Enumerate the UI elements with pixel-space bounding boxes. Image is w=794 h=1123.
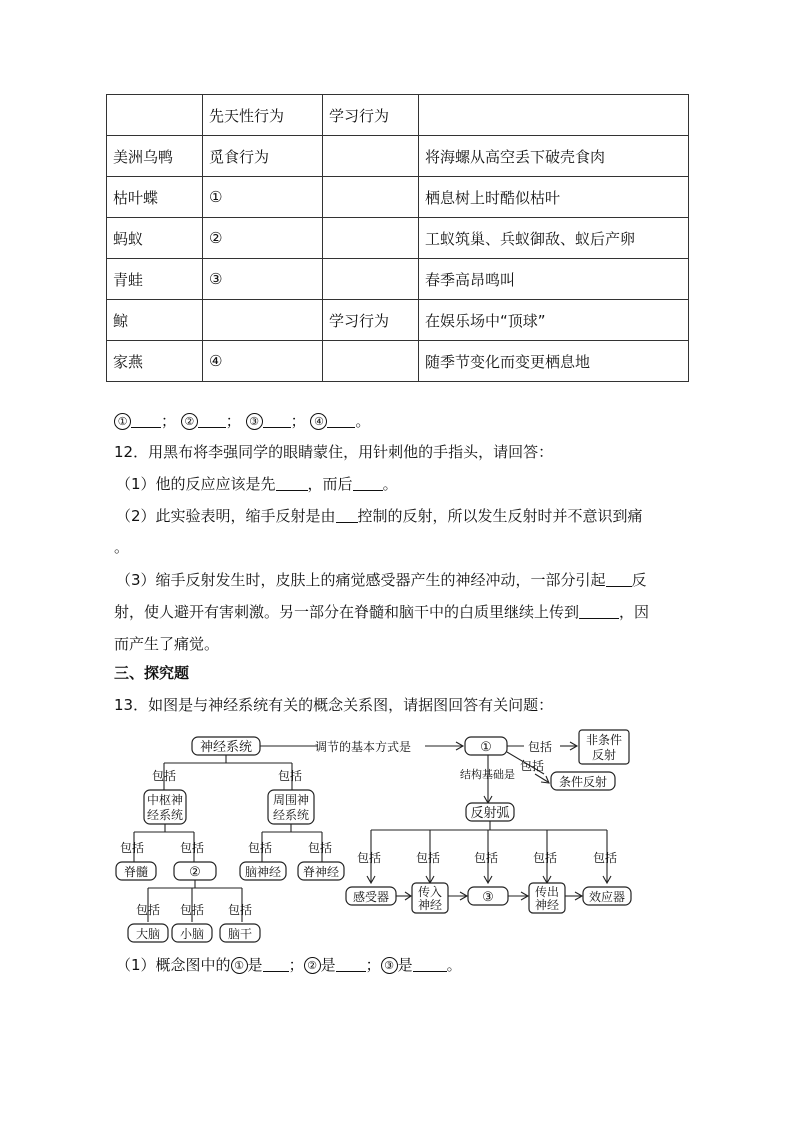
q13-blank-3[interactable] [413, 957, 447, 972]
table-cell [203, 300, 323, 341]
svg-text:包括: 包括 [474, 851, 499, 865]
svg-text:包括: 包括 [278, 769, 303, 783]
q12-part2-end: 。 [114, 538, 130, 556]
table-cell: 工蚁筑巢、兵蚁御敌、蚁后产卵 [419, 218, 689, 259]
table-cell: 家燕 [107, 341, 203, 382]
svg-text:包括: 包括 [152, 769, 177, 783]
label-structural-basis: 结构基础是 [460, 768, 515, 781]
table-cell: 先天性行为 [203, 95, 323, 136]
q12-part3-end: 而产生了痛觉。 [114, 635, 220, 653]
table-cell: 学习行为 [323, 300, 419, 341]
table-cell: 将海螺从高空丢下破壳食肉 [419, 136, 689, 177]
table-cell: ② [203, 218, 323, 259]
table-cell [107, 95, 203, 136]
q12-blank-5[interactable] [579, 604, 619, 619]
table-row [107, 259, 689, 300]
table-row [107, 300, 689, 341]
table-cell: 春季高昂鸣叫 [419, 259, 689, 300]
svg-text:反射: 反射 [591, 748, 617, 762]
table-row [107, 177, 689, 218]
table-header-row [107, 95, 689, 136]
svg-text:包括: 包括 [180, 903, 205, 917]
node-brainstem: 脑干 [227, 927, 253, 941]
node-spinal-cord: 脊髓 [123, 865, 149, 879]
table-cell: 在娱乐场中“顶球” [419, 300, 689, 341]
table-cell: 蚂蚁 [107, 218, 203, 259]
table-cell: ④ [203, 341, 323, 382]
q13-blank-1[interactable] [263, 957, 289, 972]
svg-text:包括: 包括 [248, 841, 273, 855]
answer-blank-1[interactable] [131, 413, 161, 428]
answer-blank-4[interactable] [327, 413, 355, 428]
q12-part3: （3）缩手反射发生时，皮肤上的痛觉感受器产生的神经冲动，一部分引起 反 [116, 571, 647, 589]
table-cell: 鲸 [107, 300, 203, 341]
node-cerebrum: 大脑 [135, 927, 161, 941]
table-cell: 美洲乌鸭 [107, 136, 203, 177]
svg-text:包括: 包括 [120, 841, 145, 855]
q12-blank-4[interactable] [606, 572, 632, 587]
svg-text:经系统: 经系统 [272, 808, 310, 822]
node-nervous-system: 神经系统 [199, 740, 253, 755]
label-basic-way: 调节的基本方式是 [315, 740, 412, 754]
q12-stem: 12．用黑布将李强同学的眼睛蒙住，用针刺他的手指头，请回答： [114, 443, 554, 461]
table-cell [323, 218, 419, 259]
q12-part1: （1）他的反应应该是先 ，而后 。 [116, 475, 398, 493]
q12-part2: （2）此实验表明，缩手反射是由 控制的反射，所以发生反射时并不意识到痛 [116, 507, 643, 525]
node-cranial-nerve: 脑神经 [244, 865, 282, 879]
svg-text:包括: 包括 [528, 740, 553, 754]
svg-text:包括: 包括 [136, 903, 161, 917]
svg-text:包括: 包括 [593, 851, 618, 865]
section-title: 三、探究题 [114, 664, 190, 682]
q13-part1: （1）概念图中的 ① 是 ； ② 是 ； ③ 是 。 [116, 956, 462, 974]
svg-text:包括: 包括 [520, 759, 545, 773]
q12-blank-3[interactable] [336, 508, 358, 523]
table-cell: 栖息树上时酷似枯叶 [419, 177, 689, 218]
concept-map [110, 728, 640, 946]
q13-blank-2[interactable] [336, 957, 366, 972]
answer-blank-2[interactable] [198, 413, 226, 428]
table-row [107, 218, 689, 259]
node-receptor: 感受器 [352, 890, 390, 904]
node-reflex-arc: 反射弧 [470, 806, 510, 821]
table-cell [323, 341, 419, 382]
node-peripheral-ns: 周围神 [272, 793, 310, 807]
svg-text:包括: 包括 [308, 841, 333, 855]
svg-text:包括: 包括 [180, 841, 205, 855]
q12-part3-cont: 射，使人避开有害刺激。另一部分在脊髓和脑干中的白质里继续上传到 ，因 [114, 603, 650, 621]
svg-text:包括: 包括 [228, 903, 253, 917]
q12-blank-1[interactable] [276, 476, 308, 491]
table-cell: 青蛙 [107, 259, 203, 300]
q12-blank-2[interactable] [353, 476, 383, 491]
node-central-ns: 中枢神 [146, 793, 184, 807]
svg-text:包括: 包括 [416, 851, 441, 865]
node-effector: 效应器 [588, 890, 626, 904]
node-unconditioned: 非条件 [585, 733, 623, 747]
svg-text:包括: 包括 [533, 851, 558, 865]
node-efferent-nerve: 传出 [534, 885, 560, 899]
node-1: ① [480, 740, 492, 755]
svg-text:经系统: 经系统 [146, 808, 184, 822]
q13-stem: 13．如图是与神经系统有关的概念关系图，请据图回答有关问题： [114, 696, 554, 714]
table-row [107, 341, 689, 382]
table-row [107, 136, 689, 177]
table-cell [419, 95, 689, 136]
table-cell [323, 259, 419, 300]
table-cell: 枯叶蝶 [107, 177, 203, 218]
table-cell: 学习行为 [323, 95, 419, 136]
node-2: ② [189, 865, 201, 880]
behavior-table [106, 94, 689, 382]
node-spinal-nerve: 脊神经 [302, 865, 340, 879]
node-conditioned: 条件反射 [558, 775, 608, 789]
svg-text:神经: 神经 [534, 898, 560, 912]
table-cell: 觅食行为 [203, 136, 323, 177]
table-cell [323, 177, 419, 218]
table-cell: 随季节变化而变更栖息地 [419, 341, 689, 382]
answer-line: ① ； ② ； ③ ； ④ 。 [114, 411, 370, 431]
svg-text:包括: 包括 [357, 851, 382, 865]
svg-text:神经: 神经 [417, 898, 443, 912]
node-3: ③ [482, 890, 494, 905]
table-cell: ③ [203, 259, 323, 300]
answer-blank-3[interactable] [263, 413, 291, 428]
table-cell: ① [203, 177, 323, 218]
node-cerebellum: 小脑 [179, 927, 205, 941]
node-afferent-nerve: 传入 [417, 885, 443, 899]
table-cell [323, 136, 419, 177]
